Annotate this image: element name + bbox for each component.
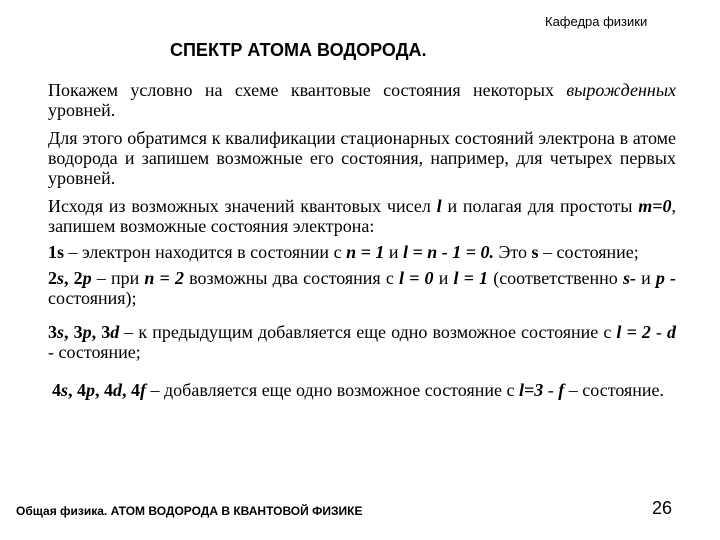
- p6-formula-l: l = 2: [616, 322, 651, 342]
- p6-text-g: – к предыдущим добавляется еще одно возможное состояние с: [119, 322, 617, 342]
- p1-text-c: уровней.: [48, 100, 116, 120]
- paragraph-classification: Для этого обратимся к квалификации стационарных состояний электрона в атоме водорода и запишем возможные его состояния, например, для четырех первых уровней.: [48, 128, 676, 188]
- p5-text-k: (соответственно: [488, 268, 623, 288]
- p7-formula-l: l=3: [519, 380, 544, 400]
- p4-text-i: – состояние;: [538, 242, 639, 262]
- p5-text-o: состояния);: [48, 288, 137, 308]
- p7-state-f: d: [113, 380, 123, 400]
- p5-text-g: возможны два состояния с: [183, 268, 399, 288]
- p6-text-k: - состояние;: [48, 342, 141, 362]
- p7-text-m: – состояние.: [564, 380, 665, 400]
- p5-state-d: p: [82, 268, 92, 288]
- p6-state-a: 3: [48, 322, 57, 342]
- p7-state-e: , 4: [95, 380, 114, 400]
- paragraph-state-2s-2p: [48, 268, 676, 308]
- p7-text-i: – добавляется еще одно возможное состояние с: [146, 380, 519, 400]
- paragraph-quantum-numbers: [48, 196, 676, 236]
- p4-formula-n: n = 1: [346, 242, 385, 262]
- paragraph-state-3s-3p-3d: [48, 322, 676, 362]
- slide-title: СПЕКТР АТОМА ВОДОРОДА.: [170, 40, 427, 60]
- p5-formula-n: n = 2: [144, 268, 184, 288]
- p6-state-c: , 3: [64, 322, 83, 342]
- p7-state-g: , 4: [122, 380, 141, 400]
- p5-state-b: s: [57, 268, 65, 288]
- p5-text-m: и: [635, 268, 656, 288]
- p7-state-a: 4: [52, 380, 61, 400]
- p7-state-d: p: [86, 380, 96, 400]
- p6-state-f: d: [110, 322, 120, 342]
- p5-formula-l0: l = 0: [398, 268, 434, 288]
- p4-text-g: Это: [494, 242, 532, 262]
- p4-formula-l: l = n - 1 = 0.: [402, 242, 495, 262]
- paragraph-state-1s: [48, 242, 676, 262]
- p6-d-label: d: [667, 322, 677, 342]
- p7-f-label: f: [558, 380, 565, 400]
- paragraph-state-4s-4p-4d-4f: [48, 380, 676, 400]
- p3-symbol-l: l: [436, 196, 442, 216]
- page-number: 26: [652, 498, 673, 518]
- p3-text-c: и полагая для простоты: [441, 196, 639, 216]
- p7-state-c: , 4: [68, 380, 87, 400]
- p6-state-e: , 3: [91, 322, 111, 342]
- p5-state-a: 2: [48, 268, 57, 288]
- p6-text-i: -: [650, 322, 668, 342]
- paragraph-degenerate-levels: [48, 80, 676, 120]
- p5-state-c: , 2: [64, 268, 83, 288]
- p4-text-e: и: [384, 242, 403, 262]
- p4-state-letter: s: [57, 242, 65, 262]
- p7-state-b: s: [61, 380, 69, 400]
- p4-s-letter: s: [531, 242, 539, 262]
- p6-state-b: s: [57, 322, 65, 342]
- department-label: Кафедра физики: [545, 14, 648, 29]
- p1-term-degenerate: вырожденных: [566, 80, 676, 100]
- slide-body: [48, 80, 676, 400]
- p5-text-e: – при: [91, 268, 145, 288]
- p5-formula-l1: l = 1: [453, 268, 489, 288]
- p3-text-a: Исходя из возможных значений квантовых чисел: [48, 196, 437, 216]
- p1-text-a: Покажем условно на схеме квантовые состояния некоторых: [48, 80, 567, 100]
- p4-state-num: 1: [48, 242, 57, 262]
- p3-text-e: , запишем возможные состояния электрона:: [48, 196, 676, 236]
- p3-formula-m: m=0: [638, 196, 672, 216]
- p5-p-label: p -: [655, 268, 677, 288]
- p5-text-i: и: [433, 268, 454, 288]
- p7-state-h: f: [140, 380, 147, 400]
- p4-text-c: – электрон находится в состоянии с: [64, 242, 347, 262]
- p6-state-d: p: [82, 322, 92, 342]
- footer-course-title: Общая физика. АТОМ ВОДОРОДА В КВАНТОВОЙ ФИЗИКЕ: [16, 504, 363, 518]
- p7-text-k: -: [543, 380, 559, 400]
- p5-s-label: s-: [622, 268, 636, 288]
